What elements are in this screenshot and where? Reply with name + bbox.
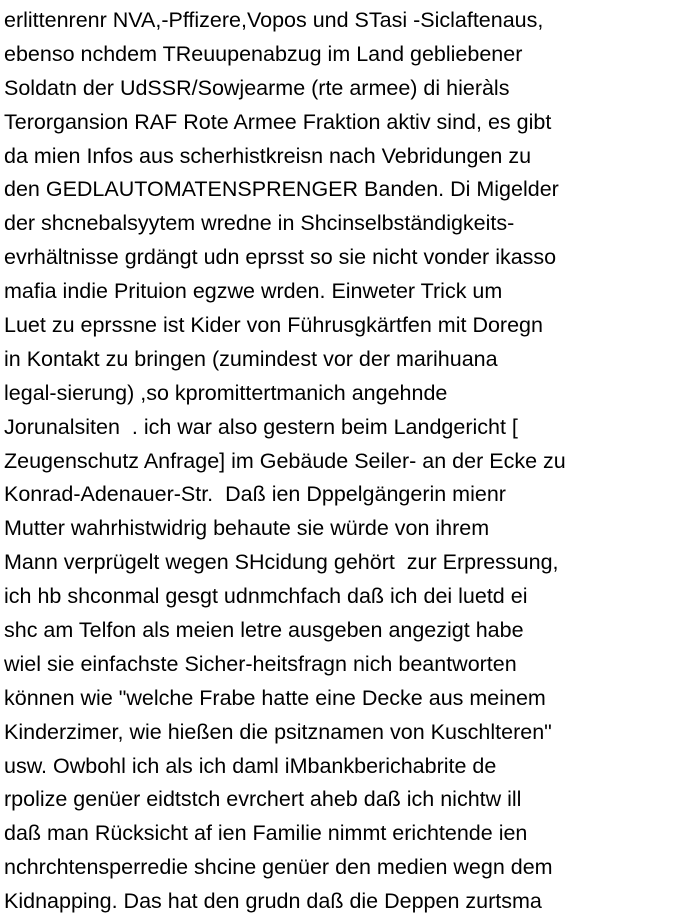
text-line: ebenso nchdem TReuupenabzug im Land gebliebener <box>4 41 523 66</box>
text-line: legal-sierung) ,so kpromittertmanich angehnde <box>4 380 448 405</box>
text-line: Konrad-Adenauer-Str. Daß ien Dppelgängerin mienr <box>4 482 506 507</box>
text-line: in Kontakt zu bringen (zumindest vor der marihuana <box>4 346 498 371</box>
text-line: den GEDLAUTOMATENSPRENGER Banden. Di Migelder <box>4 177 559 202</box>
text-line: daß man Rücksicht af ien Familie nimmt erichtende ien <box>4 821 528 846</box>
text-line: ich hb shconmal gesgt udnmchfach daß ich dei luetd ei <box>4 584 528 609</box>
text-line: evrhältnisse grdängt udn eprsst so sie nicht vonder ikasso <box>4 245 557 270</box>
text-line: usw. Owbohl ich als ich daml iMbankberichabrite de <box>4 753 497 778</box>
text-line: nchrchtensperredie shcine genüer den medien wegn dem <box>4 855 553 880</box>
text-line: da mien Infos aus scherhistkreisn nach Vebridungen zu <box>4 143 532 168</box>
text-line: Terorgansion RAF Rote Armee Fraktion aktiv sind, es gibt <box>4 109 552 134</box>
text-line: Kidnapping. Das hat den grudn daß die Deppen zurtsma <box>4 889 542 914</box>
text-line: Soldatn der UdSSR/Sowjearme (rte armee) di hieràls <box>4 75 510 100</box>
text-line: rpolize genüer eidtstch evrchert aheb daß ich nichtw ill <box>4 787 522 812</box>
text-line: Mann verprügelt wegen SHcidung gehört zur Erpressung, <box>4 550 559 575</box>
text-line: der shcnebalsyytem wredne in Shcinselbständigkeits- <box>4 211 515 236</box>
text-line: Jorunalsiten . ich war also gestern beim Landgericht [ <box>4 414 518 439</box>
text-line: shc am Telfon als meien letre ausgeben angezigt habe <box>4 618 524 643</box>
text-line: Luet zu eprssne ist Kider von Führusgkärtfen mit Doregn <box>4 313 543 338</box>
body-text <box>4 4 684 919</box>
text-line: wiel sie einfachste Sicher-heitsfragn nich beantworten <box>4 651 517 676</box>
text-line: Mutter wahrhistwidrig behaute sie würde von ihrem <box>4 516 490 541</box>
text-line: mafia indie Prituion egzwe wrden. Einweter Trick um <box>4 279 503 304</box>
text-line: Zeugenschutz Anfrage] im Gebäude Seiler- an der Ecke zu <box>4 448 566 473</box>
text-line: Kinderzimer, wie hießen die psitznamen von Kuschlteren" <box>4 719 552 744</box>
text-line: erlittenrenr NVA,-Pffizere,Vopos und STasi -Siclaftenaus, <box>4 8 544 32</box>
text-line: können wie "welche Frabe hatte eine Decke aus meinem <box>4 685 546 710</box>
